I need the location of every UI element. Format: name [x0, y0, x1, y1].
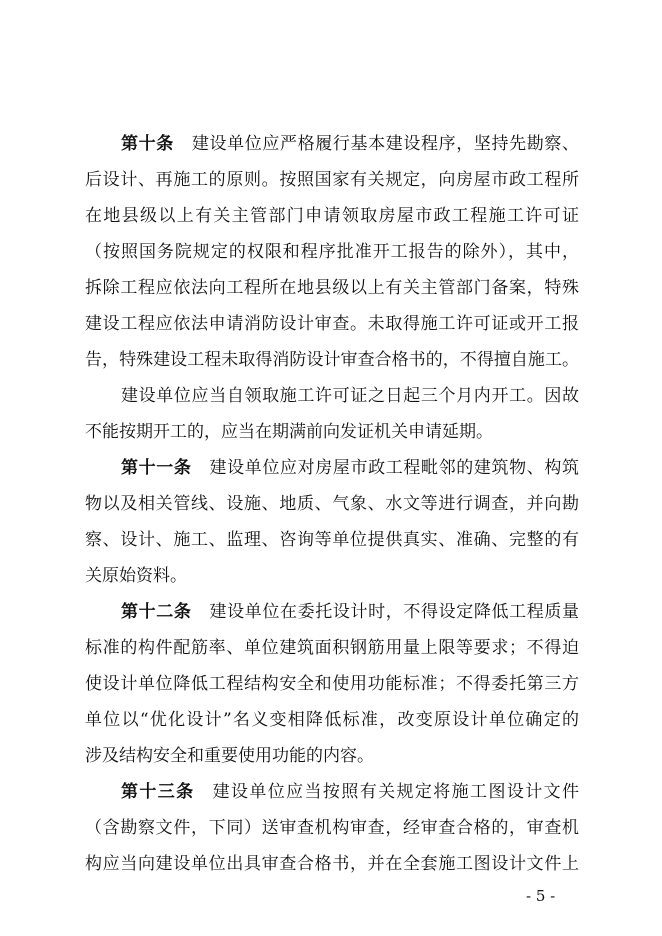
- text-line: 建设单位在委托设计时，不得设定降低工程质量: [209, 602, 579, 622]
- page-number: - 5 -: [526, 887, 556, 905]
- article-10-para-2-line-2: 不能按期开工的，应当在期满前向发证机关申请延期。: [85, 422, 493, 442]
- article-11-line-1: [121, 450, 579, 486]
- article-10-line-4: （按照国务院规定的权限和程序批准开工报告的除外），其中，: [85, 242, 579, 262]
- article-10-line-6: 建设工程应依法申请消防设计审查。未取得施工许可证或开工报: [85, 314, 579, 334]
- article-11-line-4: 关原始资料。: [85, 566, 187, 586]
- article-number: 第十一条: [121, 458, 192, 478]
- article-10-line-2: 后设计、再施工的原则。按照国家有关规定，向房屋市政工程所: [85, 170, 579, 190]
- article-12-line-1: [121, 594, 579, 630]
- text-line: 建设单位应对房屋市政工程毗邻的建筑物、构筑: [209, 458, 579, 478]
- article-10-line-3: 在地县级以上有关主管部门申请领取房屋市政工程施工许可证: [85, 206, 579, 226]
- article-12-line-5: 涉及结构安全和重要使用功能的内容。: [85, 746, 374, 766]
- article-number: 第十三条: [121, 782, 195, 802]
- article-10-para-2-line-1: 建设单位应当自领取施工许可证之日起三个月内开工。因故: [121, 386, 579, 406]
- article-10-line-5: 拆除工程应依法向工程所在地县级以上有关主管部门备案，特殊: [85, 278, 579, 298]
- article-13-line-1: [121, 774, 579, 810]
- article-11-line-2: 物以及相关管线、设施、地质、气象、水文等进行调查，并向勘: [85, 494, 579, 514]
- article-12-line-4: 单位以“优化设计”名义变相降低标准，改变原设计单位确定的: [85, 710, 579, 730]
- article-11-line-3: 察、设计、施工、监理、咨询等单位提供真实、准确、完整的有: [85, 530, 579, 550]
- article-12-line-3: 使设计单位降低工程结构安全和使用功能标准；不得委托第三方: [85, 674, 579, 694]
- article-10-line-1: [121, 126, 579, 162]
- article-12-line-2: 标准的构件配筋率、单位建筑面积钢筋用量上限等要求；不得迫: [85, 638, 579, 658]
- text-line: 建设单位应当按照有关规定将施工图设计文件: [212, 782, 579, 802]
- article-10-line-7: 告，特殊建设工程未取得消防设计审查合格书的，不得擅自施工。: [85, 350, 579, 370]
- article-number: 第十二条: [121, 602, 192, 622]
- article-13-line-2: （含勘察文件，下同）送审查机构审查，经审查合格的，审查机: [85, 818, 579, 838]
- article-13-line-3: 构应当向建设单位出具审查合格书，并在全套施工图设计文件上: [85, 854, 579, 874]
- text-line: 建设单位应严格履行基本建设程序，坚持先勘察、: [191, 134, 579, 154]
- article-number: 第十条: [121, 134, 174, 154]
